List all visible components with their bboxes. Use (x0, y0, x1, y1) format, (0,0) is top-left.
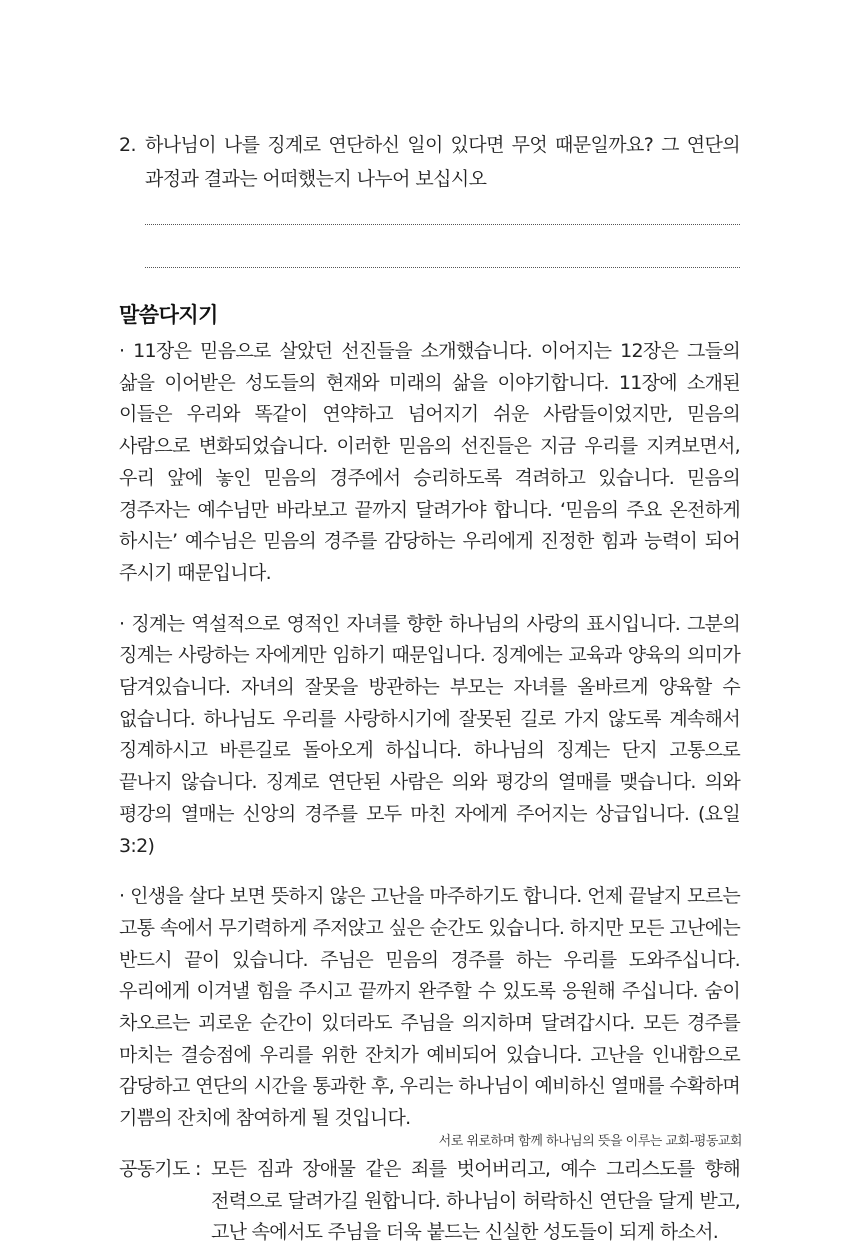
prayer-label: 공동기도 : (119, 1157, 201, 1180)
paragraph-list (119, 336, 740, 1135)
page-footer: 서로 위로하며 함께 하나님의 뜻을 이루는 교회-평동교회 (438, 1134, 742, 1149)
answer-line (145, 267, 740, 268)
section-title: 말씀다지기 (119, 303, 218, 327)
common-prayer (119, 1154, 740, 1249)
paragraph-2: · 징계는 역설적으로 영적인 자녀를 향한 하나님의 사랑의 표시입니다. 그분의 징계는 사랑하는 자에게만 임하기 때문입니다. 징계에는 교육과 양육의 의미가 담겨있습니다. 자녀의 잘못을 방관하는 부모는 자녀를 올바르게 양육할 수 없습니다. 하나님도 우리를 사랑하시기에 잘못된 길로 가지 않도록 계속해서 징계하시고 바른길로 돌아오게 하십니다. 하나님의 징계는 단지 고통으로 끝나지 않습니다. 징계로 연단된 사람은 의와 평강의 열매를 맺습니다. 의와 평강의 열매는 신앙의 경주를 모두 마친 자에게 주어지는 상급입니다. (요일 3:2) (119, 612, 740, 857)
page-content (119, 128, 740, 1249)
prayer-text: 모든 짐과 장애물 같은 죄를 벗어버리고, 예수 그리스도를 향해 전력으로 달려가길 원합니다. 하나님이 허락하신 연단을 달게 받고, 고난 속에서도 주님을 더욱 붙드는 신실한 성도들이 되게 하소서. (211, 1157, 740, 1244)
question-text: 하나님이 나를 징계로 연단하신 일이 있다면 무엇 때문일까요? 그 연단의 과정과 결과는 어떠했는지 나누어 보십시오 (145, 134, 740, 190)
discussion-question (119, 128, 740, 196)
question-number: 2. (119, 134, 136, 156)
paragraph-1: · 11장은 믿음으로 살았던 선진들을 소개했습니다. 이어지는 12장은 그들의 삶을 이어받은 성도들의 현재와 미래의 삶을 이야기합니다. 11장에 소개된 이들은 우리와 똑같이 연약하고 넘어지기 쉬운 사람들이었지만, 믿음의 사람으로 변화되었습니다. 이러한 믿음의 선진들은 지금 우리를 지켜보면서, 우리 앞에 놓인 믿음의 경주에서 승리하도록 격려하고 있습니다. 믿음의 경주자는 예수님만 바라보고 끝까지 달려가야 합니다. ‘믿음의 주요 온전하게 하시는’ 예수님은 믿음의 경주를 감당하는 우리에게 진정한 힘과 능력이 되어 주시기 때문입니다. (119, 340, 740, 584)
paragraph-3: · 인생을 살다 보면 뜻하지 않은 고난을 마주하기도 합니다. 언제 끝날지 모르는 고통 속에서 무기력하게 주저앉고 싶은 순간도 있습니다. 하지만 모든 고난에는 반드시 끝이 있습니다. 주님은 믿음의 경주를 하는 우리를 도와주십니다. 우리에게 이겨낼 힘을 주시고 끝까지 완주할 수 있도록 응원해 주십니다. 숨이 차오르는 괴로운 순간이 있더라도 주님을 의지하며 달려갑시다. 모든 경주를 마치는 결승점에 우리를 위한 잔치가 예비되어 있습니다. 고난을 인내함으로 감당하고 연단의 시간을 통과한 후, 우리는 하나님이 예비하신 열매를 수확하며 기쁨의 잔치에 참여하게 될 것입니다. (119, 885, 740, 1130)
answer-line (145, 224, 740, 225)
